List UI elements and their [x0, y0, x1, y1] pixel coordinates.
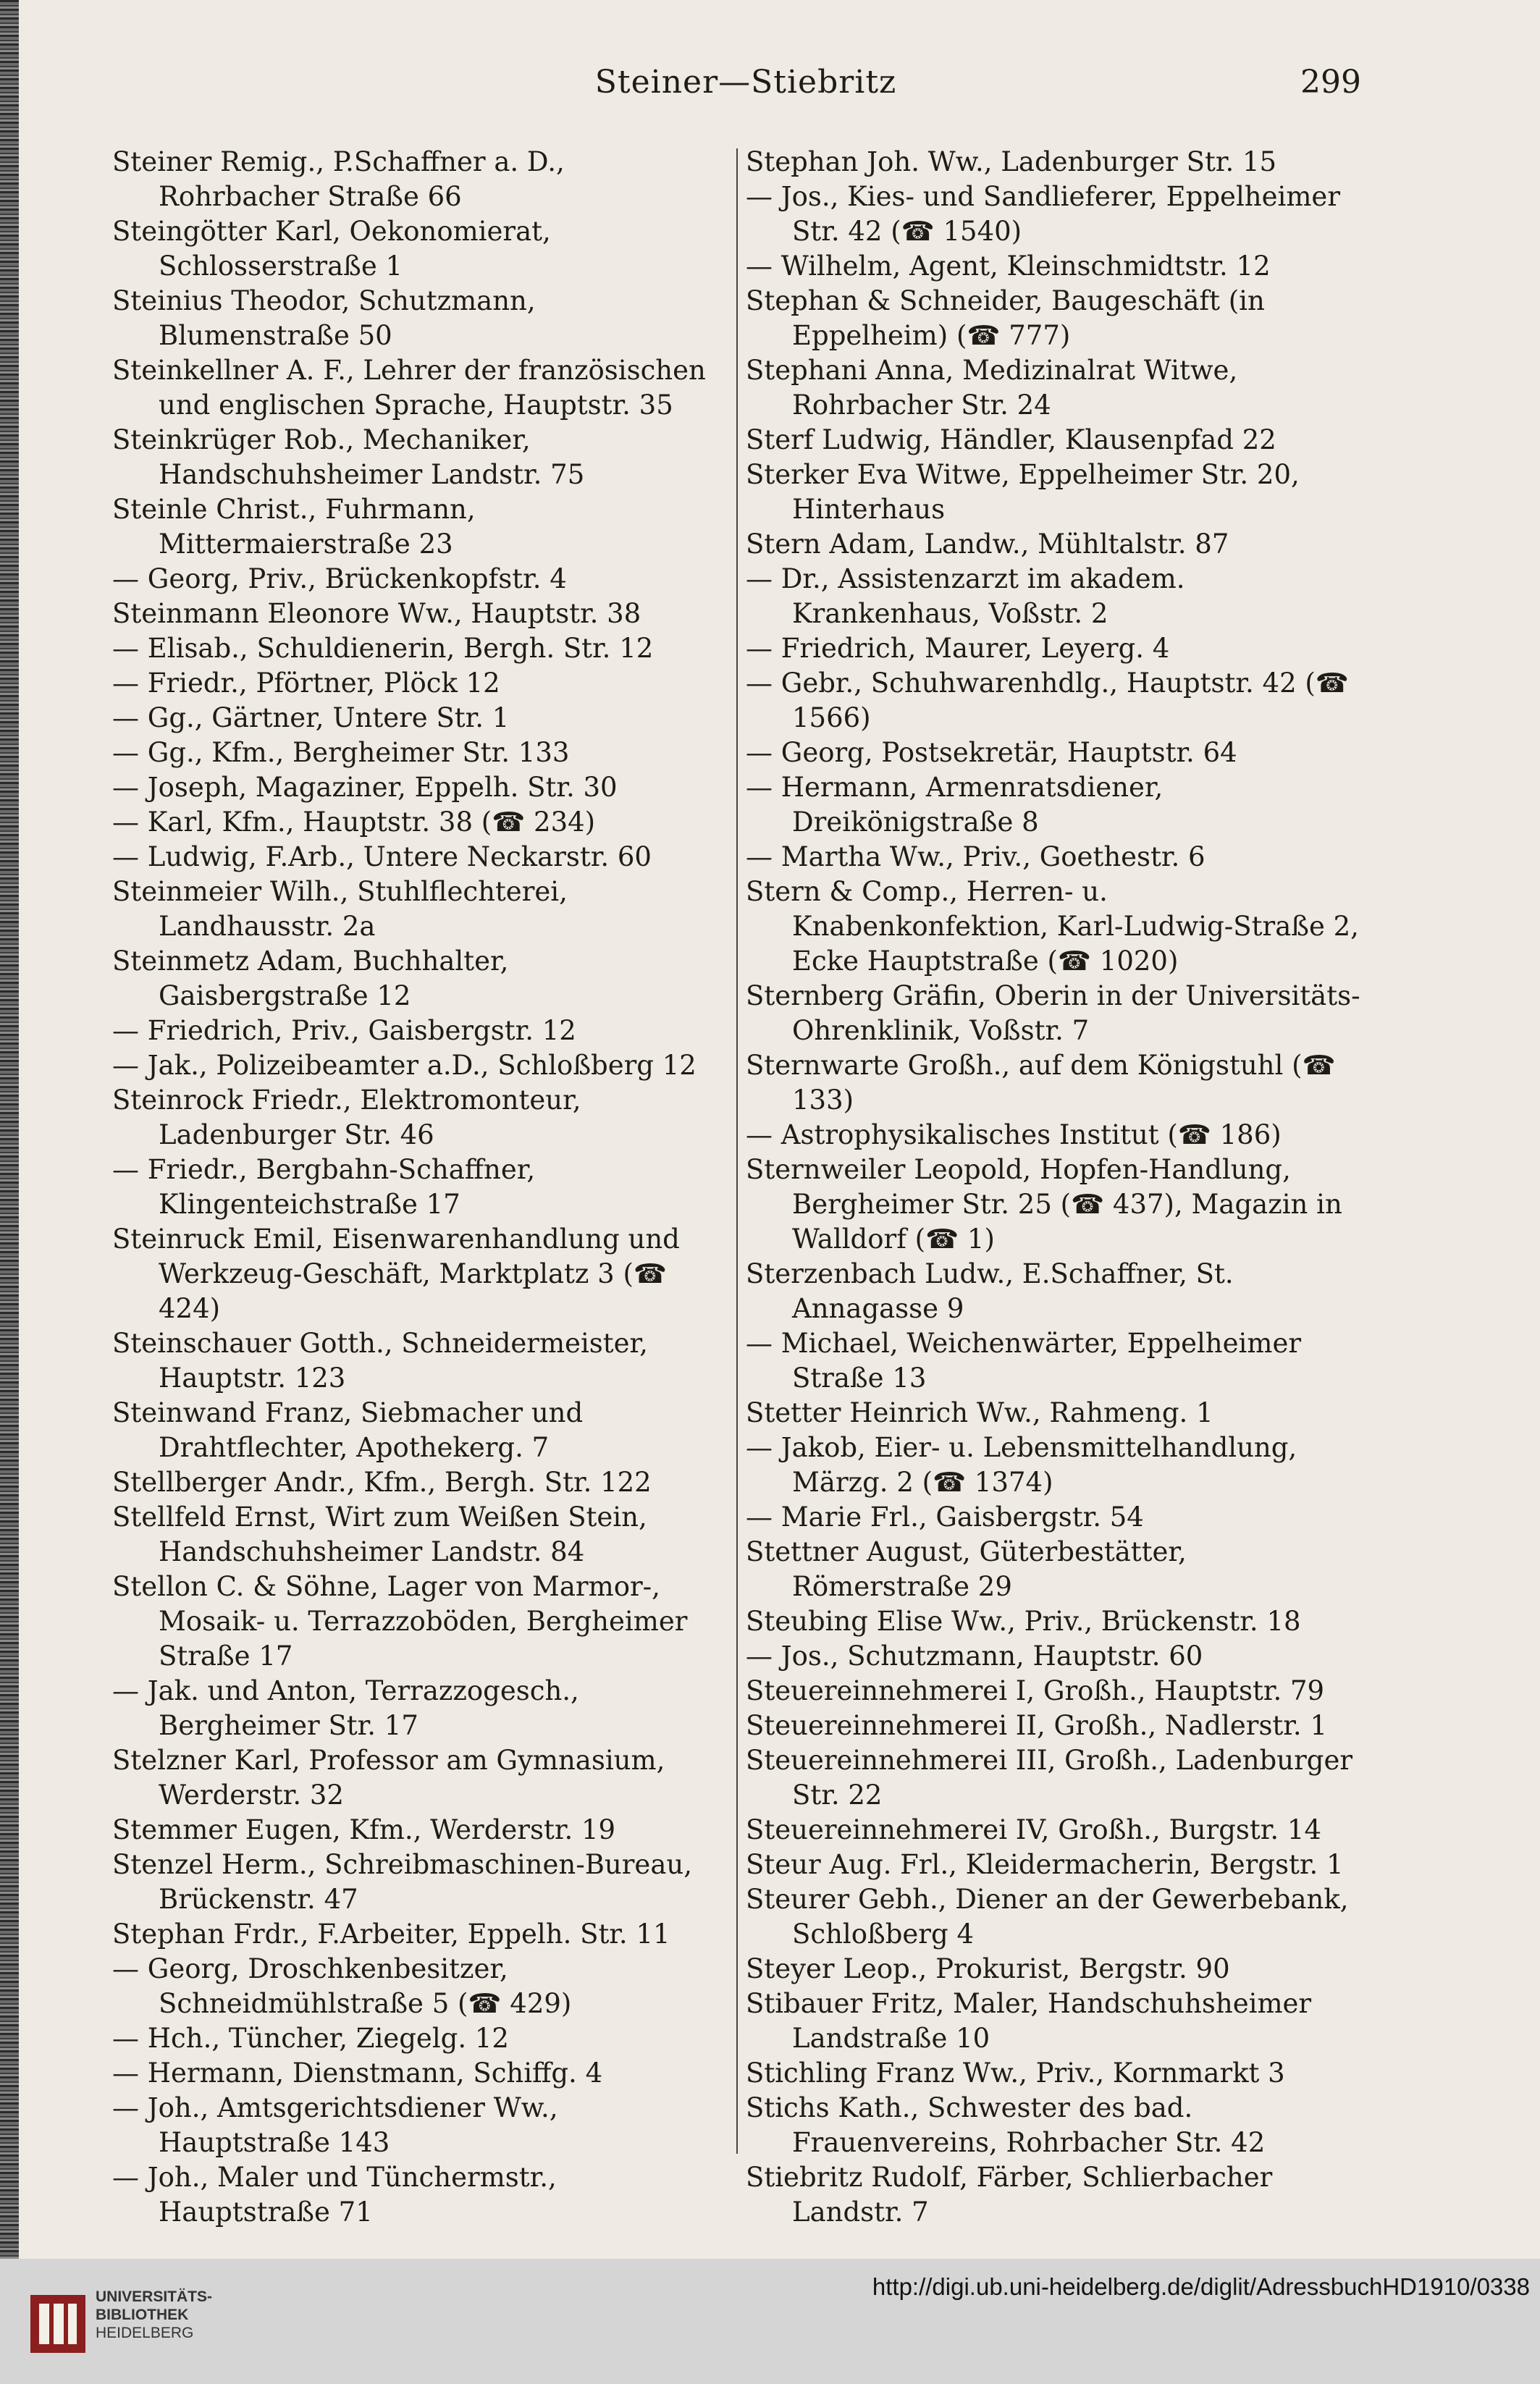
directory-entry: — Hch., Tüncher, Ziegelg. 12: [112, 2023, 509, 2054]
directory-entry: Stephan & Schneider, Baugeschäft (in Eppelheim) (☎ 777): [746, 285, 1265, 351]
directory-entry: Stelzner Karl, Professor am Gymnasium, Werderstr. 32: [112, 1745, 665, 1811]
directory-entry: Steuereinnehmerei IV, Großh., Burgstr. 14: [746, 1814, 1322, 1845]
directory-entry: Stettner August, Güterbestätter, Römerstraße 29: [746, 1536, 1187, 1602]
directory-entry: — Gg., Kfm., Bergheimer Str. 133: [112, 737, 570, 768]
directory-entry: Steubing Elise Ww., Priv., Brückenstr. 18: [746, 1606, 1301, 1637]
directory-entry: Steinkrüger Rob., Mechaniker, Handschuhsheimer Landstr. 75: [112, 424, 585, 490]
directory-entry: Stephan Joh. Ww., Ladenburger Str. 15: [746, 146, 1277, 177]
directory-entry: Steinmann Eleonore Ww., Hauptstr. 38: [112, 598, 641, 629]
library-name-line3: HEIDELBERG: [96, 2325, 194, 2341]
directory-entry: Stellberger Andr., Kfm., Bergh. Str. 122: [112, 1467, 652, 1498]
directory-entry: Stellon C. & Söhne, Lager von Marmor-, Mosaik- u. Terrazzoböden, Bergheimer Straße 17: [112, 1571, 688, 1672]
library-name-line2: BIBLIOTHEK: [96, 2307, 189, 2323]
library-logo-icon: [26, 2289, 90, 2357]
directory-entry: Sternberg Gräfin, Oberin in der Universitäts-Ohrenklinik, Voßstr. 7: [746, 980, 1360, 1046]
directory-entry: Sterzenbach Ludw., E.Schaffner, St. Annagasse 9: [746, 1258, 1234, 1324]
directory-entry: Sternweiler Leopold, Hopfen-Handlung, Bergheimer Str. 25 (☎ 437), Magazin in Walldorf (☎ 1): [746, 1154, 1342, 1255]
directory-entry: — Marie Frl., Gaisbergstr. 54: [746, 1501, 1144, 1533]
directory-entry: Steingötter Karl, Oekonomierat, Schlosserstraße 1: [112, 216, 551, 282]
directory-entry: Steuereinnehmerei III, Großh., Ladenburger Str. 22: [746, 1745, 1353, 1811]
directory-entry: — Elisab., Schuldienerin, Bergh. Str. 12: [112, 633, 654, 664]
directory-entry: Steinius Theodor, Schutzmann, Blumenstraße 50: [112, 285, 536, 351]
directory-entry: Stetter Heinrich Ww., Rahmeng. 1: [746, 1397, 1213, 1428]
directory-entry: — Michael, Weichenwärter, Eppelheimer Straße 13: [746, 1328, 1302, 1394]
directory-entry: Steinkellner A. F., Lehrer der französischen und englischen Sprache, Hauptstr. 35: [112, 355, 706, 421]
source-url[interactable]: http://digi.ub.uni-heidelberg.de/diglit/AdressbuchHD1910/0338: [872, 2273, 1530, 2300]
directory-entry: — Friedrich, Priv., Gaisbergstr. 12: [112, 1015, 576, 1046]
page-header: [130, 64, 1361, 107]
directory-entry: — Gg., Gärtner, Untere Str. 1: [112, 702, 510, 733]
right-column: [746, 145, 1368, 2230]
library-name: [96, 2288, 212, 2342]
library-name-line1: UNIVERSITÄTS-: [96, 2288, 213, 2305]
directory-entry: — Friedr., Pförtner, Plöck 12: [112, 667, 500, 699]
directory-entry: — Joseph, Magaziner, Eppelh. Str. 30: [112, 772, 618, 803]
directory-entry: Steinmeier Wilh., Stuhlflechterei, Landhausstr. 2a: [112, 876, 568, 942]
directory-entry: Stellfeld Ernst, Wirt zum Weißen Stein, Handschuhsheimer Landstr. 84: [112, 1501, 647, 1567]
directory-entry: — Jakob, Eier- u. Lebensmittelhandlung, Märzg. 2 (☎ 1374): [746, 1432, 1297, 1498]
directory-entry: Steinle Christ., Fuhrmann, Mittermaierstraße 23: [112, 494, 476, 560]
directory-entry: Stibauer Fritz, Maler, Handschuhsheimer Landstraße 10: [746, 1988, 1312, 2054]
directory-entry: Steinmetz Adam, Buchhalter, Gaisbergstraße 12: [112, 945, 509, 1011]
directory-entry: — Joh., Maler und Tünchermstr., Hauptstraße 71: [112, 2162, 557, 2228]
directory-entry: Sterf Ludwig, Händler, Klausenpfad 22: [746, 424, 1276, 455]
directory-entry: Sternwarte Großh., auf dem Königstuhl (☎ 133): [746, 1050, 1336, 1116]
directory-entry: Stern Adam, Landw., Mühltalstr. 87: [746, 528, 1229, 560]
directory-entry: — Martha Ww., Priv., Goethestr. 6: [746, 841, 1206, 872]
directory-entry: — Dr., Assistenzarzt im akadem. Krankenhaus, Voßstr. 2: [746, 563, 1185, 629]
directory-entry: Steuereinnehmerei II, Großh., Nadlerstr. 1: [746, 1710, 1327, 1741]
scan-edge: [0, 0, 19, 2384]
left-column: [112, 145, 720, 2230]
directory-entry: Stenzel Herm., Schreibmaschinen-Bureau, Brückenstr. 47: [112, 1849, 692, 1915]
directory-entry: — Friedrich, Maurer, Leyerg. 4: [746, 633, 1170, 664]
directory-entry: — Ludwig, F.Arb., Untere Neckarstr. 60: [112, 841, 652, 872]
directory-entry: Stephan Frdr., F.Arbeiter, Eppelh. Str. 11: [112, 1918, 670, 1950]
directory-entry: — Friedr., Bergbahn-Schaffner, Klingenteichstraße 17: [112, 1154, 536, 1220]
column-divider: [736, 148, 738, 2154]
directory-entry: Steyer Leop., Prokurist, Bergstr. 90: [746, 1953, 1230, 1984]
directory-entry: Steur Aug. Frl., Kleidermacherin, Bergstr. 1: [746, 1849, 1344, 1880]
directory-entry: Sterker Eva Witwe, Eppelheimer Str. 20, Hinterhaus: [746, 459, 1300, 525]
directory-entry: Stephani Anna, Medizinalrat Witwe, Rohrbacher Str. 24: [746, 355, 1238, 421]
directory-entry: — Georg, Postsekretär, Hauptstr. 64: [746, 737, 1237, 768]
directory-entry: — Georg, Droschkenbesitzer, Schneidmühlstraße 5 (☎ 429): [112, 1953, 572, 2019]
directory-entry: Steinwand Franz, Siebmacher und Drahtflechter, Apothekerg. 7: [112, 1397, 584, 1463]
directory-entry: — Karl, Kfm., Hauptstr. 38 (☎ 234): [112, 806, 596, 838]
directory-entry: — Georg, Priv., Brückenkopfstr. 4: [112, 563, 567, 594]
directory-entry: Steiner Remig., P.Schaffner a. D., Rohrbacher Straße 66: [112, 146, 565, 212]
directory-entry: Stern & Comp., Herren- u. Knabenkonfektion, Karl-Ludwig-Straße 2, Ecke Hauptstraße (☎ 1020): [746, 876, 1359, 977]
directory-entry: Steurer Gebh., Diener an der Gewerbebank, Schloßberg 4: [746, 1884, 1349, 1950]
directory-entry: — Hermann, Armenratsdiener, Dreikönigstraße 8: [746, 772, 1164, 838]
running-head: Steiner—Stiebritz: [594, 64, 897, 101]
directory-entry: — Hermann, Dienstmann, Schiffg. 4: [112, 2057, 603, 2089]
directory-entry: Stemmer Eugen, Kfm., Werderstr. 19: [112, 1814, 616, 1845]
page-number: 299: [1300, 64, 1361, 101]
directory-entry: — Astrophysikalisches Institut (☎ 186): [746, 1119, 1282, 1150]
directory-entry: Steuereinnehmerei I, Großh., Hauptstr. 79: [746, 1675, 1325, 1706]
directory-entry: — Jos., Schutzmann, Hauptstr. 60: [746, 1640, 1203, 1672]
directory-entry: — Jak., Polizeibeamter a.D., Schloßberg 12: [112, 1050, 697, 1081]
directory-entry: Stichs Kath., Schwester des bad. Frauenvereins, Rohrbacher Str. 42: [746, 2092, 1266, 2158]
directory-entry: Steinrock Friedr., Elektromonteur, Ladenburger Str. 46: [112, 1084, 581, 1150]
directory-entry: Steinruck Emil, Eisenwarenhandlung und Werkzeug-Geschäft, Marktplatz 3 (☎ 424): [112, 1223, 680, 1324]
directory-entry: — Jak. und Anton, Terrazzogesch., Bergheimer Str. 17: [112, 1675, 579, 1741]
directory-entry: — Jos., Kies- und Sandlieferer, Eppelheimer Str. 42 (☎ 1540): [746, 181, 1341, 247]
directory-entry: Stichling Franz Ww., Priv., Kornmarkt 3: [746, 2057, 1285, 2089]
directory-entry: Steinschauer Gotth., Schneidermeister, Hauptstr. 123: [112, 1328, 648, 1394]
directory-entry: Stiebritz Rudolf, Färber, Schlierbacher Landstr. 7: [746, 2162, 1273, 2228]
directory-entry: — Joh., Amtsgerichtsdiener Ww., Hauptstraße 143: [112, 2092, 558, 2158]
directory-entry: — Gebr., Schuhwarenhdlg., Hauptstr. 42 (☎ 1566): [746, 667, 1349, 733]
directory-entry: — Wilhelm, Agent, Kleinschmidtstr. 12: [746, 250, 1271, 282]
